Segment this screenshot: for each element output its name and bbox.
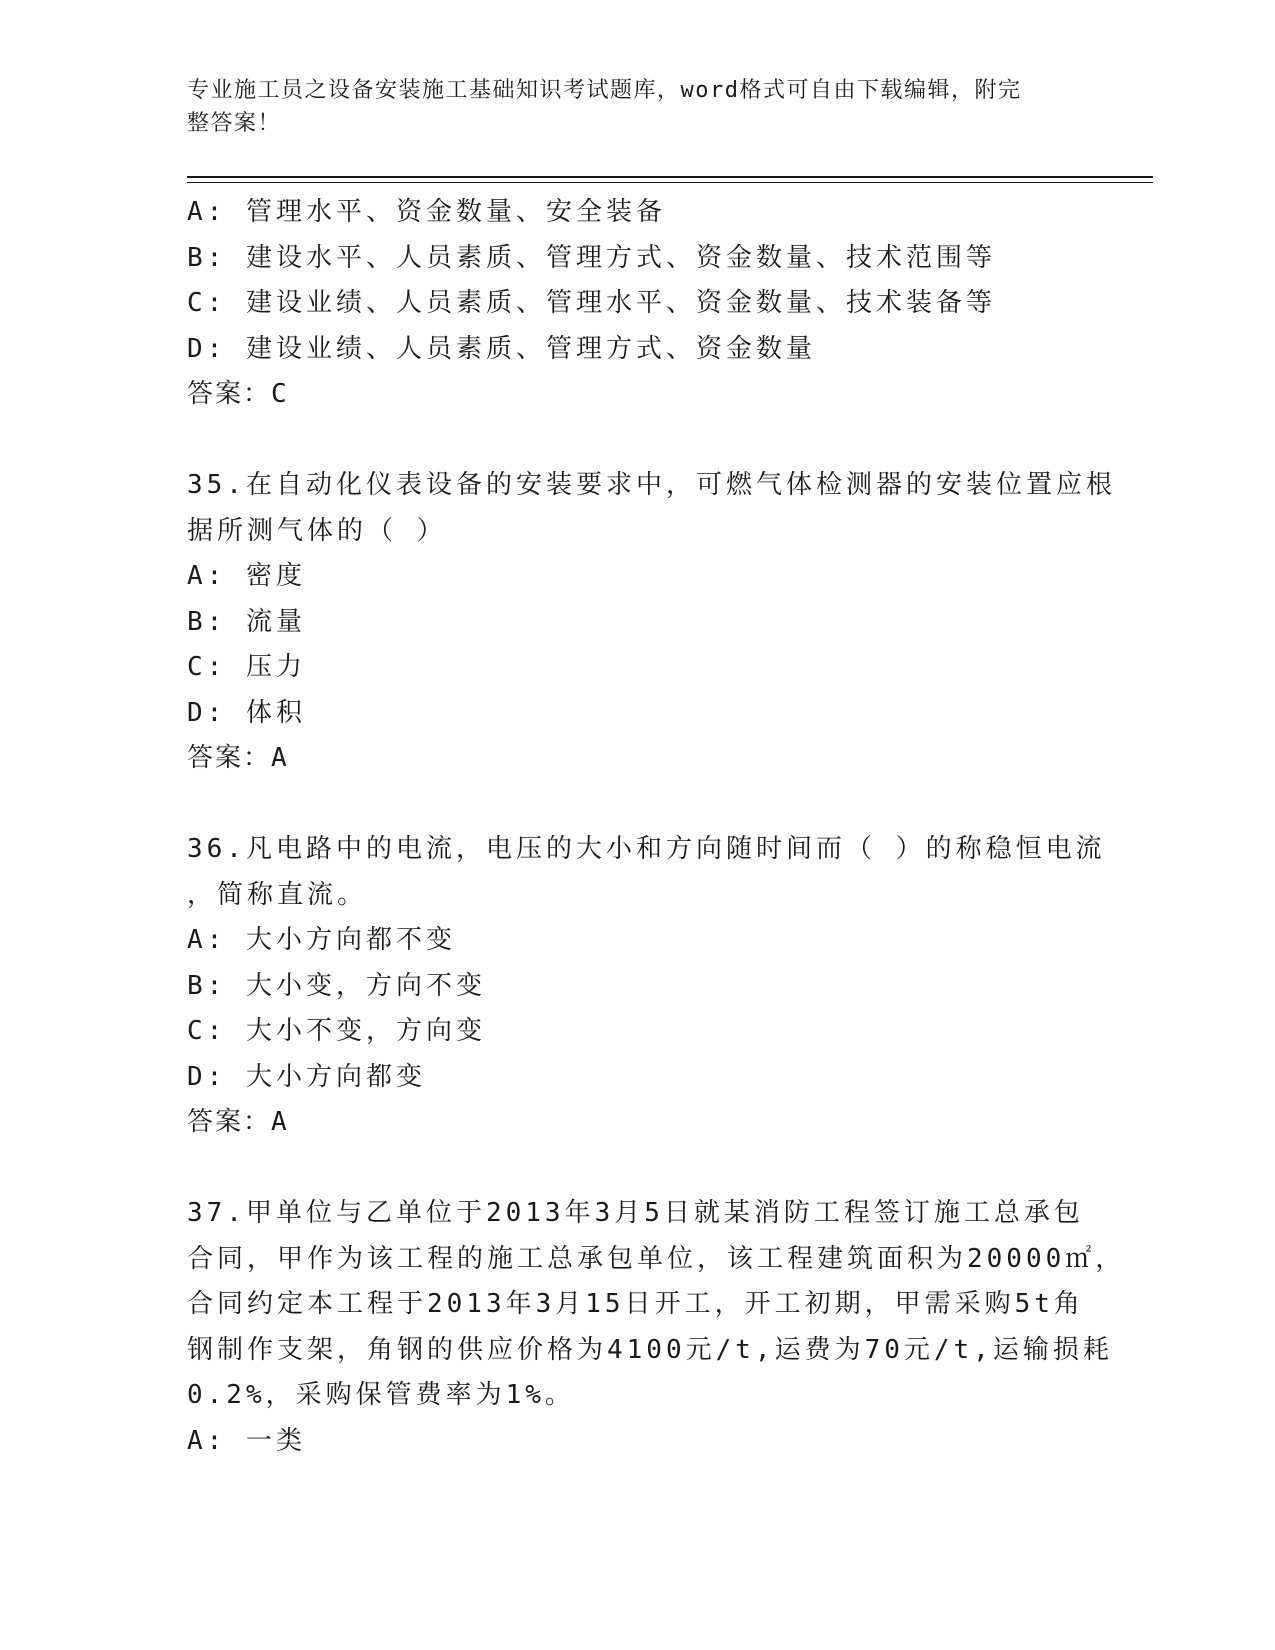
option-a: A: 密度 <box>187 561 306 591</box>
header-line-1: 专业施工员之设备安装施工基础知识考试题库，word格式可自由下载编辑，附完 <box>187 78 1022 103</box>
answer-line: 答案：A <box>187 743 289 773</box>
question-stem-line: ，简称直流。 <box>187 879 368 910</box>
question-stem-line: 钢制作支架，角钢的供应价格为4100元/t,运费为70元/t,运输损耗 <box>187 1334 1113 1365</box>
answer-line: 答案：C <box>187 379 289 409</box>
question-stem-line: 37.甲单位与乙单位于2013年3月5日就某消防工程签订施工总承包 <box>187 1198 1084 1228</box>
question-stem-line: 据所测气体的（ ） <box>187 515 447 546</box>
question-stem-line: 36.凡电路中的电流，电压的大小和方向随时间而（ ）的称稳恒电流 <box>187 834 1106 864</box>
question-stem-line: 35.在自动化仪表设备的安装要求中，可燃气体检测器的安装位置应根 <box>187 470 1116 500</box>
spacer <box>187 1146 1087 1192</box>
spacer <box>187 418 1087 464</box>
question-37 <box>187 1191 1126 1464</box>
header-divider-thin <box>187 182 1153 183</box>
header-line-2: 整答案！ <box>187 111 282 136</box>
option-d: D: 体积 <box>187 697 306 728</box>
option-d: D: 大小方向都变 <box>187 1061 426 1092</box>
option-d: D: 建设业绩、人员素质、管理方式、资金数量 <box>187 333 816 364</box>
question-list <box>187 190 1126 1464</box>
question-stem-line: 合同约定本工程于2013年3月15日开工，开工初期，甲需采购5t角 <box>187 1289 1084 1319</box>
header-divider-thick <box>187 176 1153 178</box>
question-35 <box>187 463 1116 782</box>
option-a: A: 大小方向都不变 <box>187 925 456 955</box>
question-36 <box>187 827 1106 1146</box>
document-header <box>187 74 1067 140</box>
option-a: A: 管理水平、资金数量、安全装备 <box>187 197 666 227</box>
spacer <box>187 782 1087 828</box>
answer-line: 答案：A <box>187 1107 289 1137</box>
option-c: C: 建设业绩、人员素质、管理水平、资金数量、技术装备等 <box>187 288 996 318</box>
option-c: C: 压力 <box>187 652 306 682</box>
question-stem-line: 合同，甲作为该工程的施工总承包单位，该工程建筑面积为20000㎡， <box>187 1243 1126 1274</box>
question-34 <box>187 190 1087 418</box>
option-b: B: 建设水平、人员素质、管理方式、资金数量、技术范围等 <box>187 242 996 273</box>
option-c: C: 大小不变，方向变 <box>187 1016 486 1046</box>
option-b: B: 大小变，方向不变 <box>187 970 486 1001</box>
option-b: B: 流量 <box>187 606 306 637</box>
option-a: A: 一类 <box>187 1425 306 1456</box>
question-stem-line: 0.2%，采购保管费率为1%。 <box>187 1380 575 1410</box>
